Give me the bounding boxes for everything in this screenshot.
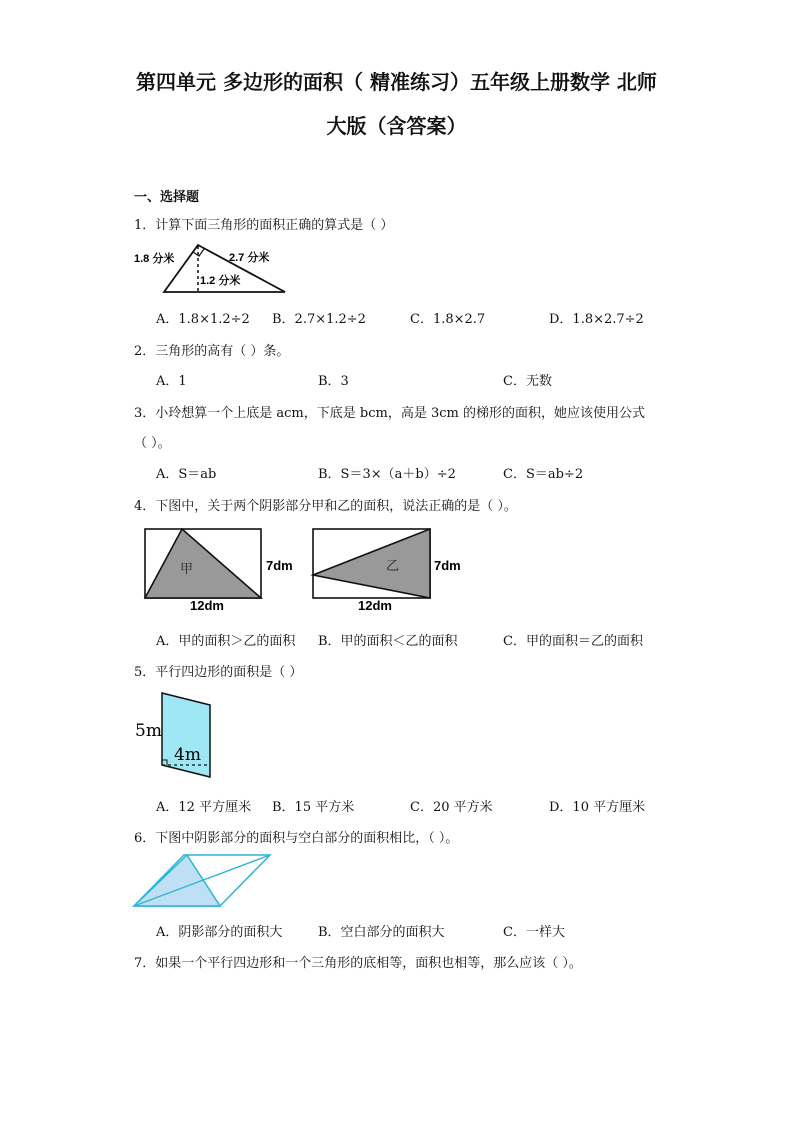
q6-option-c[interactable]: C．一样大 [503,925,565,940]
q1-option-d[interactable]: D．1.8×2.7÷2 [549,312,644,327]
q1-option-c[interactable]: C．1.8×2.7 [410,312,486,327]
q1-option-a[interactable]: A．1.8×1.2÷2 [156,312,250,327]
q5-option-d[interactable]: D．10 平方厘米 [549,800,646,815]
q2-option-c[interactable]: C．无数 [503,374,552,389]
question-3-text-line1: 3．小玲想算一个上底是 acm，下底是 bcm，高是 3cm 的梯形的面积，她应该使用公式 [134,406,645,421]
q3-option-a[interactable]: A．S＝ab [156,467,217,482]
q1-label-height: 1.2 分米 [200,275,241,287]
q4-shaded-yi [313,529,430,598]
q5-option-c[interactable]: C．20 平方米 [410,800,493,815]
q4-option-c[interactable]: C．甲的面积＝乙的面积 [503,634,643,649]
q5-option-a[interactable]: A．12 平方厘米 [156,800,252,815]
q3-option-b[interactable]: B．S＝3×（a＋b）÷2 [318,467,456,482]
q4-label-12dm-right: 12dm [358,598,392,613]
page-title-line1: 第四单元 多边形的面积（ 精准练习）五年级上册数学 北师 [136,70,657,94]
q4-label-yi: 乙 [386,559,400,574]
question-6-text: 6．下图中阴影部分的面积与空白部分的面积相比，（ ）。 [134,831,459,846]
q1-triangle-figure [132,240,292,298]
question-7-text: 7．如果一个平行四边形和一个三角形的底相等，面积也相等，那么应该（ ）。 [134,956,582,971]
q5-parallelogram-figure [132,690,218,782]
q4-shaded-jia [145,529,261,598]
q6-option-b[interactable]: B．空白部分的面积大 [318,925,445,940]
q5-label-5m: 5m [135,721,162,741]
q2-option-b[interactable]: B．3 [318,374,349,389]
q1-option-b[interactable]: B．2.7×1.2÷2 [272,312,366,327]
section-heading: 一、选择题 [134,190,200,205]
q4-figure [140,525,470,617]
q4-label-7dm-left: 7dm [266,558,293,573]
q5-option-b[interactable]: B．15 平方米 [272,800,355,815]
q1-label-side-b: 2.7 分米 [229,252,270,264]
q6-option-a[interactable]: A．阴影部分的面积大 [156,925,283,940]
question-3-text-line2: （ ）。 [134,436,171,451]
q5-label-4m: 4m [174,745,201,765]
q4-option-b[interactable]: B．甲的面积＜乙的面积 [318,634,458,649]
q4-label-jia: 甲 [180,562,194,577]
q4-option-a[interactable]: A．甲的面积＞乙的面积 [156,634,296,649]
question-2-text: 2．三角形的高有（ ）条。 [134,344,290,359]
question-4-text: 4．下图中，关于两个阴影部分甲和乙的面积，说法正确的是（ ）。 [134,499,517,514]
q6-parallelogram-figure [132,853,274,911]
q3-option-c[interactable]: C．S＝ab÷2 [503,467,584,482]
q1-label-side-a: 1.8 分米 [134,253,175,265]
q4-label-7dm-right: 7dm [434,558,461,573]
question-1-text: 1．计算下面三角形的面积正确的算式是（ ） [134,218,394,233]
page-title-line2: 大版（含答案） [326,114,467,138]
q2-option-a[interactable]: A．1 [156,374,187,389]
question-5-text: 5．平行四边形的面积是（ ） [134,665,303,680]
q4-label-12dm-left: 12dm [190,598,224,613]
